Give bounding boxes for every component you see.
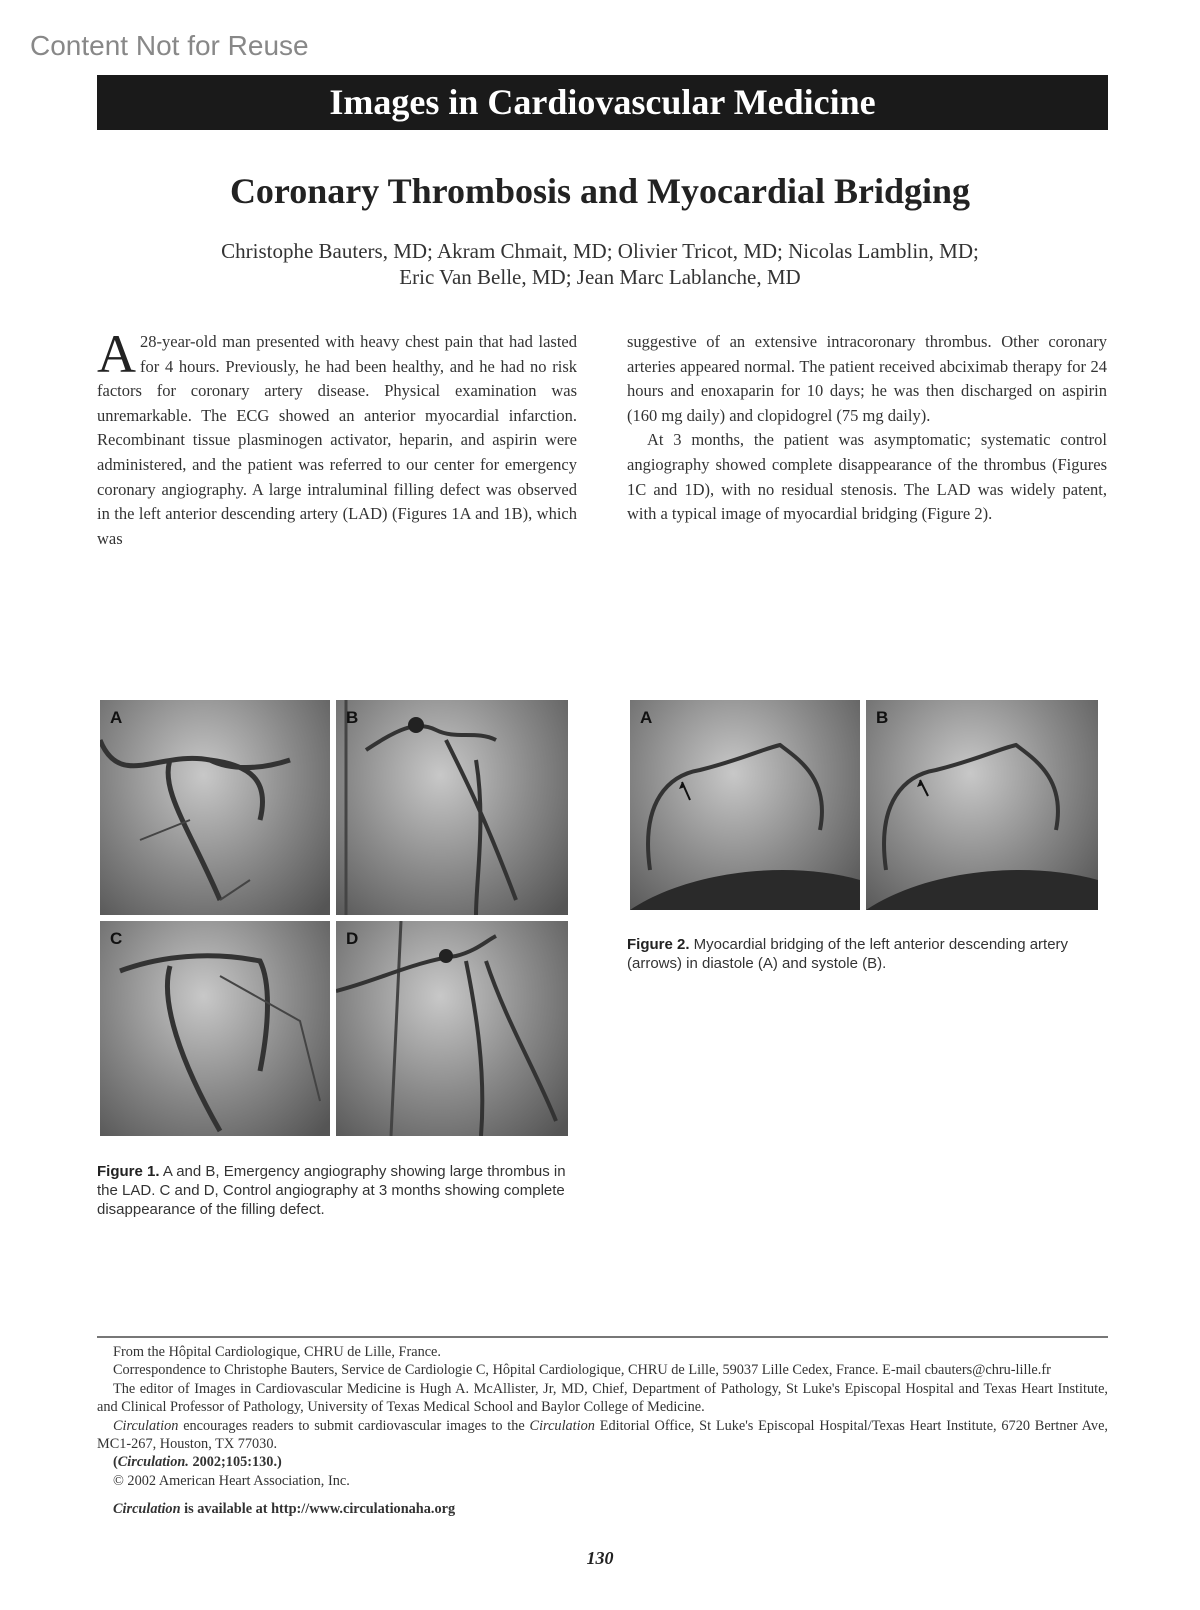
figure-2-caption: Figure 2. Myocardial bridging of the left anterior descending artery (arrows) in diastole (A) and systole (B). bbox=[627, 936, 1069, 972]
footnote-affiliation: From the Hôpital Cardiologique, CHRU de Lille, France. bbox=[113, 1344, 441, 1360]
author-line-1: Christophe Bauters, MD; Akram Chmait, MD; Olivier Tricot, MD; Nicolas Lamblin, MD; bbox=[221, 239, 979, 263]
figure-1-caption: Figure 1. A and B, Emergency angiography showing large thrombus in the LAD. C and D, Control angiography at 3 months showing complete disappearance of the filling defect. bbox=[97, 1163, 566, 1218]
angiogram-image bbox=[336, 921, 568, 1136]
figure-2-panel-b bbox=[866, 700, 1098, 910]
footnote-submission: Circulation encourages readers to submit cardiovascular images to the Circulation Editorial Office, St Luke's Episcopal Hospital/Texas Heart Institute, 6720 Bertner Ave, MC1-267, Houston, TX 77030. bbox=[97, 1417, 1108, 1453]
section-banner: Images in Cardiovascular Medicine bbox=[97, 75, 1108, 130]
footnote-copyright: © 2002 American Heart Association, Inc. bbox=[113, 1472, 350, 1489]
figure-2 bbox=[630, 700, 1104, 918]
figure-2-panel-a bbox=[630, 700, 860, 910]
angiogram-image bbox=[630, 700, 860, 910]
footnotes bbox=[97, 1343, 1108, 1519]
angiogram-image bbox=[100, 700, 330, 915]
author-list bbox=[0, 238, 1200, 290]
panel-label: A bbox=[110, 708, 123, 727]
panel-label: A bbox=[640, 708, 653, 727]
footnote-citation: (Circulation. 2002;105:130.) bbox=[113, 1454, 282, 1471]
angiogram-image bbox=[100, 921, 330, 1136]
figure-1 bbox=[100, 700, 574, 1142]
figure-1-panel-c bbox=[100, 921, 330, 1136]
figure-1-panel-d bbox=[336, 921, 568, 1136]
panel-label: B bbox=[876, 708, 889, 727]
angiogram-image bbox=[866, 700, 1098, 910]
panel-label: D bbox=[346, 929, 359, 948]
footnote-editor: The editor of Images in Cardiovascular Medicine is Hugh A. McAllister, Jr, MD, Chief, Department of Pathology, St Luke's Episcopal Hospital and Texas Heart Institute, and Clinical Professor of Pathology, University of Texas Medical School and Baylor College of Medicine. bbox=[97, 1380, 1108, 1416]
paragraph-2: suggestive of an extensive intracoronary thrombus. Other coronary arteries appeared normal. The patient received abciximab therapy for 24 hours and enoxaparin for 10 days; he was then discharged on aspirin (160 mg daily) and clopidogrel (75 mg daily). bbox=[627, 332, 1107, 425]
article-title: Coronary Thrombosis and Myocardial Bridging bbox=[229, 171, 971, 211]
footnote-availability: Circulation is available at http://www.circulationaha.org bbox=[113, 1501, 456, 1518]
panel-label: B bbox=[346, 708, 359, 727]
paragraph-1: A 28-year-old man presented with heavy chest pain that had lasted for 4 hours. Previously, he had been healthy, and he had no risk factors for coronary artery disease. Physical examination was unremarkable. The ECG showed an anterior myocardial infarction. Recombinant tissue plasminogen activator, heparin, and aspirin were administered, and the patient was referred to our center for emergency coronary angiography. A large intraluminal filling defect was observed in the left anterior descending artery (LAD) (Figures 1A and 1B), which was bbox=[97, 324, 577, 548]
figure-1-panel-a bbox=[100, 700, 330, 915]
body-column-left bbox=[97, 324, 577, 551]
author-line-2: Eric Van Belle, MD; Jean Marc Lablanche, MD bbox=[399, 265, 801, 289]
panel-label: C bbox=[110, 929, 123, 948]
page-number: 130 bbox=[586, 1548, 614, 1568]
figure-1-panel-b bbox=[336, 700, 568, 915]
footnote-correspondence: Correspondence to Christophe Bauters, Service de Cardiologie C, Hôpital Cardiologique, CHRU de Lille, 59037 Lille Cedex, France. E-mail cbauters@chru-lille.fr bbox=[113, 1362, 1051, 1379]
body-column-right bbox=[627, 330, 1107, 527]
watermark: Content Not for Reuse bbox=[30, 30, 309, 61]
drop-cap: A bbox=[97, 324, 136, 384]
footnote-divider bbox=[97, 1336, 1108, 1338]
paragraph-3: At 3 months, the patient was asymptomatic; systematic control angiography showed complete disappearance of the thrombus (Figures 1C and 1D), with no residual stenosis. The LAD was widely patent, with a typical image of myocardial bridging (Figure 2). bbox=[627, 430, 1107, 524]
angiogram-image bbox=[336, 700, 568, 915]
